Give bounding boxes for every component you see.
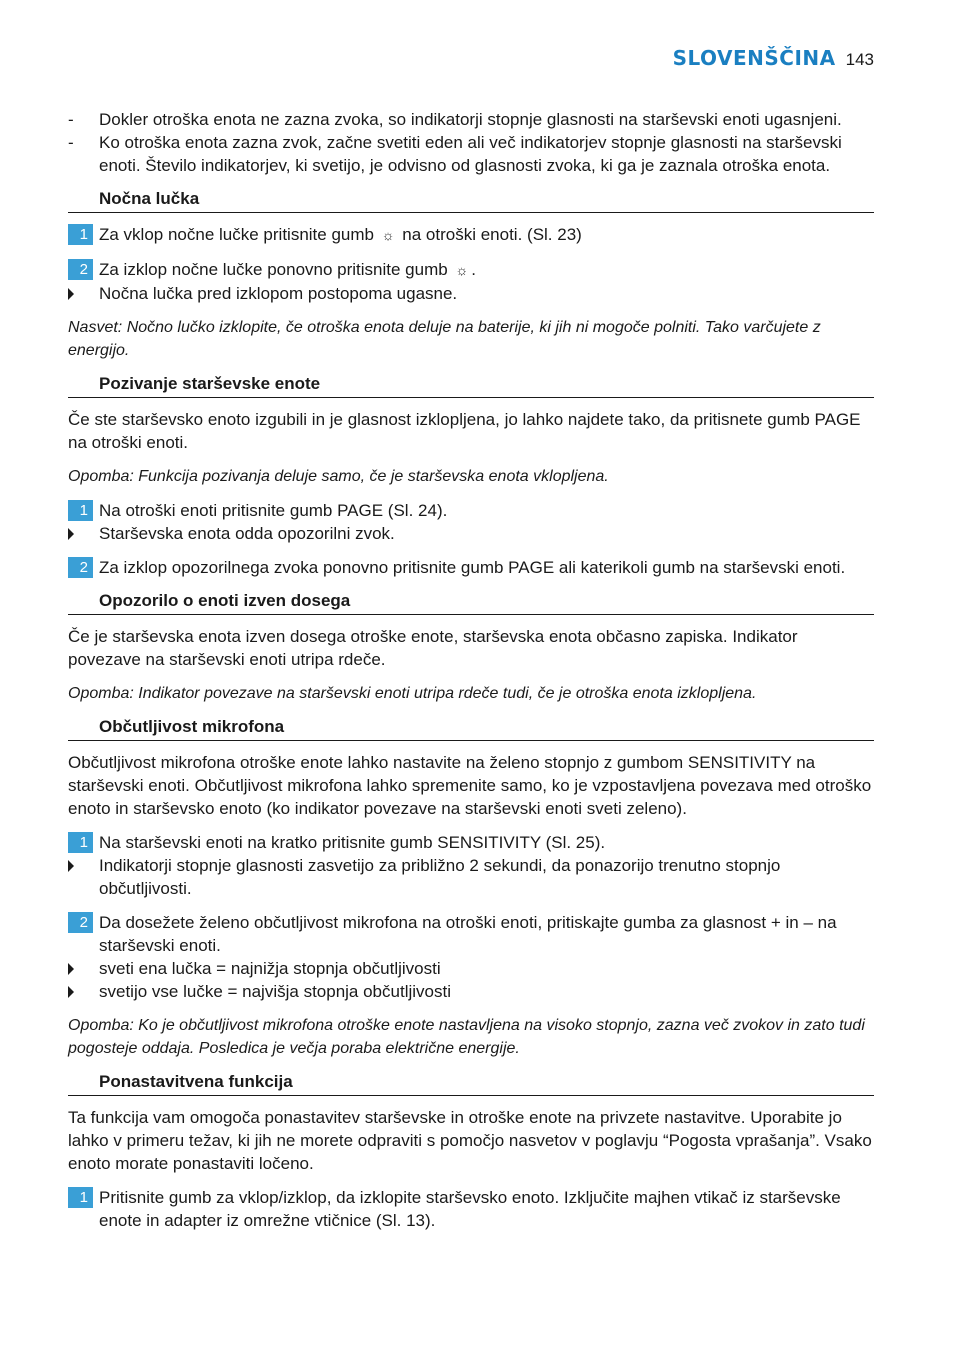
step-text: Za izklop opozorilnega zvoka ponovno pritisnite gumb PAGE ali katerikoli gumb na starševski enoti. [99,558,846,577]
step-text: na otroški enoti. (Sl. 23) [402,225,582,244]
section-heading-sensitivity: Občutljivost mikrofona [68,716,874,741]
result-item [68,957,874,980]
body-text: Ta funkcija vam omogoča ponastavitev starševske in otroške enote na privzete nastavitve. Uporabite jo lahko v primeru težav, ki jih ne morete odpraviti s pomočjo nasvetov v poglavju “Pogosta vprašanja”. Vsako enoto morate ponastaviti ločeno. [68,1108,872,1173]
arrow-icon [68,963,74,975]
result-item [68,282,874,305]
step-text: Za izklop nočne lučke ponovno pritisnite gumb [99,260,448,279]
step-text: Za vklop nočne lučke pritisnite gumb [99,225,374,244]
body-text: Če ste starševsko enoto izgubili in je glasnost izklopljena, jo lahko najdete tako, da pritisnete gumb PAGE na otroški enoti. [68,410,861,452]
result-text: svetijo vse lučke = najvišja stopnja občutljivosti [99,982,451,1001]
list-item [68,131,874,177]
step-number: 1 [68,224,93,245]
step-text: Da dosežete želeno občutljivost mikrofona na otroški enoti, pritiskajte gumba za glasnost + in – na starševski enoti. [99,913,837,955]
result-item [68,854,874,900]
body-text: Občutljivost mikrofona otroške enote lahko nastavite na želeno stopnjo z gumbom SENSITIVITY na starševski enoti. Občutljivost mikrofona lahko spremenite samo, ko je vzpostavljena povezava med otroško enoto in starševsko enoto (ko indikator povezave na starševski enoti sveti zeleno). [68,753,872,818]
note-text: Opomba: Funkcija pozivanja deluje samo, če je starševska enota vklopljena. [68,468,609,485]
result-text: sveti ena lučka = najnižja stopnja občutljivosti [99,959,441,978]
dash-icon: - [68,133,74,152]
page-header [673,46,874,70]
step-text: Pritisnite gumb za vklop/izklop, da izklopite starševsko enoto. Izključite majhen vtikač iz starševske enote in adapter iz omrežne vtičnice (Sl. 13). [99,1188,841,1230]
night-light-icon: ☼ [455,262,469,278]
step-number: 2 [68,557,93,578]
result-item [68,980,874,1003]
note-text: Opomba: Indikator povezave na starševski enoti utripa rdeče tudi, če je otroška enota izklopljena. [68,685,757,702]
language-title: SLOVENŠČINA [672,46,836,70]
note-text: Opomba: Ko je občutljivost mikrofona otroške enote nastavljena na visoko stopnjo, zazna več zvokov in zato tudi pogosteje oddaja. Posledica je večja poraba električne energije. [68,1017,865,1057]
page-content [68,108,874,1232]
section-heading-night-light: Nočna lučka [68,188,874,213]
arrow-icon [68,986,74,998]
intro-bullet-2: Ko otroška enota zazna zvok, začne svetiti eden ali več indikatorjev stopnje glasnosti na starševski enoti. Število indikatorjev, ki svetijo, je odvisno od glasnosti zvoka, ki ga je zaznala otroška enota. [99,133,842,175]
step-text: Na starševski enoti na kratko pritisnite gumb SENSITIVITY (Sl. 25). [99,833,606,852]
arrow-icon [68,860,74,872]
body-text: Če je starševska enota izven dosega otroške enote, starševska enota občasno zapiska. Indikator povezave na starševski enoti utripa rdeče. [68,627,798,669]
section-heading-reset: Ponastavitvena funkcija [68,1071,874,1096]
step-text: . [471,260,477,279]
result-text: Nočna lučka pred izklopom postopoma ugasne. [99,284,458,303]
arrow-icon [68,528,74,540]
list-item [68,108,874,131]
step-text: Na otroški enoti pritisnite gumb PAGE (Sl. 24). [99,501,448,520]
step-item [68,223,874,247]
step-number: 1 [68,832,93,853]
step-item [68,499,874,522]
intro-bullet-1: Dokler otroška enota ne zazna zvoka, so indikatorji stopnje glasnosti na starševski enoti ugasnjeni. [99,110,842,129]
step-number: 2 [68,912,93,933]
step-item [68,258,874,282]
step-number: 2 [68,259,93,280]
result-text: Starševska enota odda opozorilni zvok. [99,524,395,543]
step-item [68,1186,874,1232]
result-text: Indikatorji stopnje glasnosti zasvetijo za približno 2 sekundi, da ponazorijo trenutno stopnjo občutljivosti. [99,856,781,898]
step-item [68,556,874,579]
tip-text: Nasvet: Nočno lučko izklopite, če otroška enota deluje na baterije, ki jih ni mogoče polniti. Tako varčujete z energijo. [68,319,821,359]
step-item [68,831,874,854]
section-heading-out-of-range: Opozorilo o enoti izven dosega [68,590,874,615]
page-number: 143 [845,50,874,69]
night-light-icon: ☼ [381,227,395,243]
arrow-icon [68,288,74,300]
step-number: 1 [68,500,93,521]
step-item [68,911,874,957]
dash-icon: - [68,110,74,129]
result-item [68,522,874,545]
step-number: 1 [68,1187,93,1208]
section-heading-paging: Pozivanje starševske enote [68,373,874,398]
